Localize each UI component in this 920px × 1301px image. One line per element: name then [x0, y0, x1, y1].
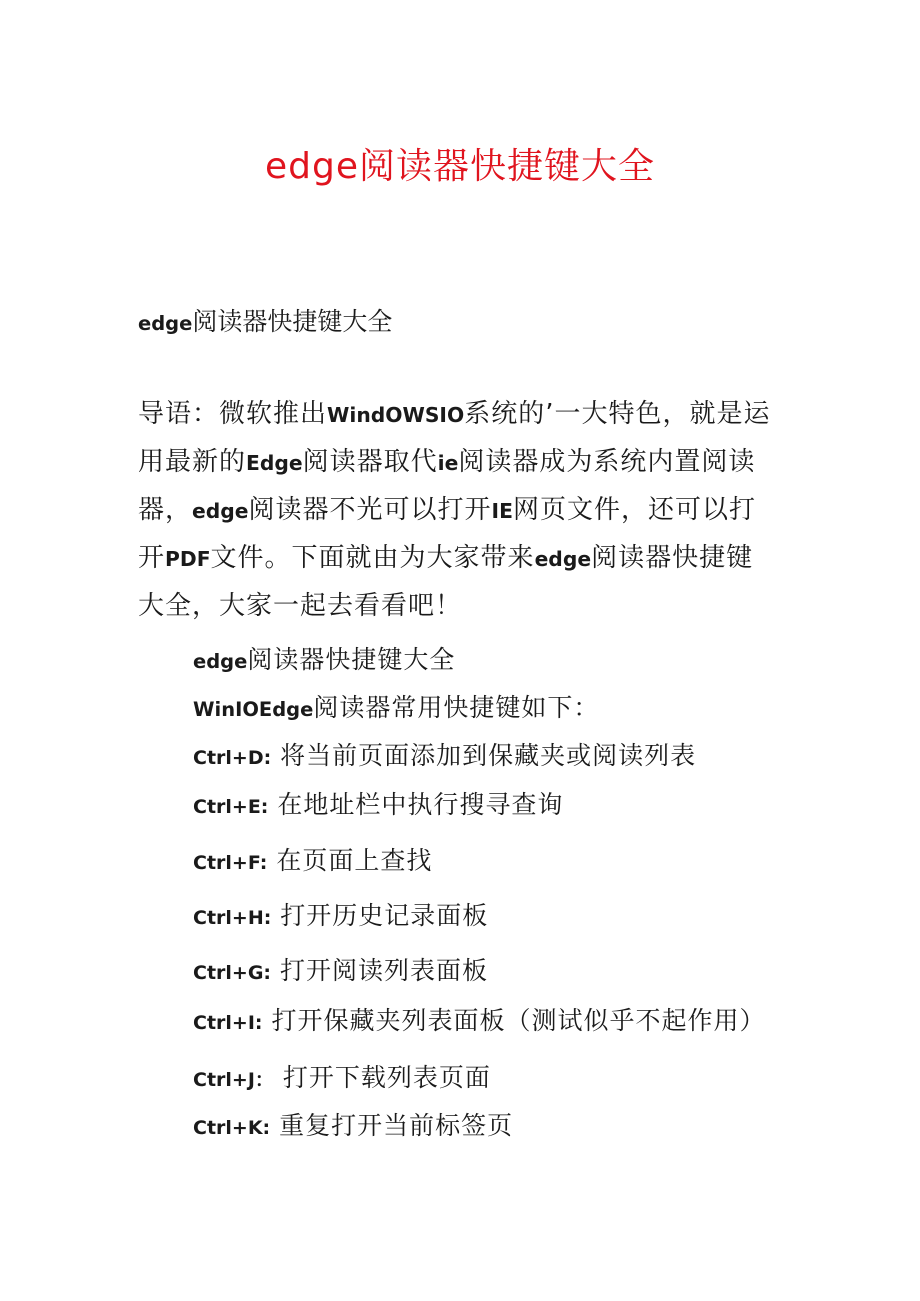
intro-line	[138, 390, 788, 438]
list-intro-latin: WinIOEdge	[193, 698, 314, 721]
intro-text: 系统的’一大特色，就是运	[464, 399, 771, 429]
intro-text: 阅读器取代	[302, 447, 438, 477]
shortcut-key: Ctrl+D:	[193, 747, 272, 769]
intro-latin: PDF	[165, 547, 211, 571]
list-heading-text: 阅读器快捷键大全	[247, 645, 456, 674]
shortcut-desc: 打开阅读列表面板	[279, 956, 488, 985]
intro-text: 器，	[138, 495, 193, 525]
shortcut-desc: 将当前页面添加到保藏夹或阅读列表	[280, 741, 697, 770]
intro-latin: WindOWSIO	[327, 403, 465, 427]
intro-text: 网页文件，还可以打	[512, 495, 756, 525]
list-heading-latin: edge	[193, 650, 248, 673]
list-heading	[193, 640, 455, 676]
intro-text: 用最新的	[138, 447, 247, 477]
intro-text: 导语：微软推出	[138, 399, 328, 429]
intro-text: 阅读器快捷键	[591, 543, 754, 573]
shortcut-desc: 打开保藏夹列表面板（测试似乎不起作用）	[271, 1006, 766, 1035]
shortcut-desc: 重复打开当前标签页	[279, 1111, 514, 1140]
shortcut-desc: 在地址栏中执行搜寻查询	[277, 790, 564, 819]
list-intro	[193, 688, 599, 724]
intro-latin: IE	[491, 499, 513, 523]
shortcut-key: Ctrl+K:	[193, 1117, 271, 1139]
shortcut-item	[193, 841, 432, 877]
list-intro-text: 阅读器常用快捷键如下：	[313, 693, 600, 722]
shortcut-item	[193, 1106, 513, 1142]
shortcut-item	[193, 951, 488, 987]
subtitle-text: 阅读器快捷键大全	[192, 307, 393, 336]
intro-paragraph	[138, 390, 788, 630]
document-title: edge阅读器快捷键大全	[264, 146, 655, 187]
subtitle-latin: edge	[138, 312, 193, 335]
shortcut-item	[193, 736, 696, 772]
intro-line	[138, 582, 788, 630]
intro-latin: edge	[534, 547, 592, 571]
intro-text: 文件。下面就由为大家带来	[210, 543, 535, 573]
shortcut-desc: 打开历史记录面板	[280, 901, 489, 930]
shortcut-desc: 在页面上查找	[276, 846, 433, 875]
shortcut-key: Ctrl+G:	[193, 962, 272, 984]
shortcut-item	[193, 896, 488, 932]
intro-text: 阅读器不光可以打开	[248, 495, 492, 525]
shortcut-key: Ctrl+J：	[193, 1069, 274, 1091]
intro-latin: ie	[437, 451, 459, 475]
shortcut-desc: 打开下载列表页面	[282, 1063, 491, 1092]
shortcut-item	[193, 785, 563, 821]
shortcut-key: Ctrl+E:	[193, 796, 269, 818]
intro-line	[138, 438, 788, 486]
intro-line	[138, 486, 788, 534]
intro-latin: Edge	[246, 451, 303, 475]
shortcut-key: Ctrl+H:	[193, 907, 272, 929]
shortcut-item	[193, 1058, 491, 1094]
intro-text: 开	[138, 543, 166, 573]
intro-text: 大全，大家一起去看看吧！	[138, 591, 463, 621]
intro-line	[138, 534, 788, 582]
section-subtitle	[138, 302, 392, 338]
shortcut-key: Ctrl+F:	[193, 852, 268, 874]
shortcut-key: Ctrl+I:	[193, 1012, 263, 1034]
shortcut-item	[193, 1001, 765, 1037]
intro-latin: edge	[192, 499, 249, 523]
intro-text: 阅读器成为系统内置阅读	[458, 447, 756, 477]
